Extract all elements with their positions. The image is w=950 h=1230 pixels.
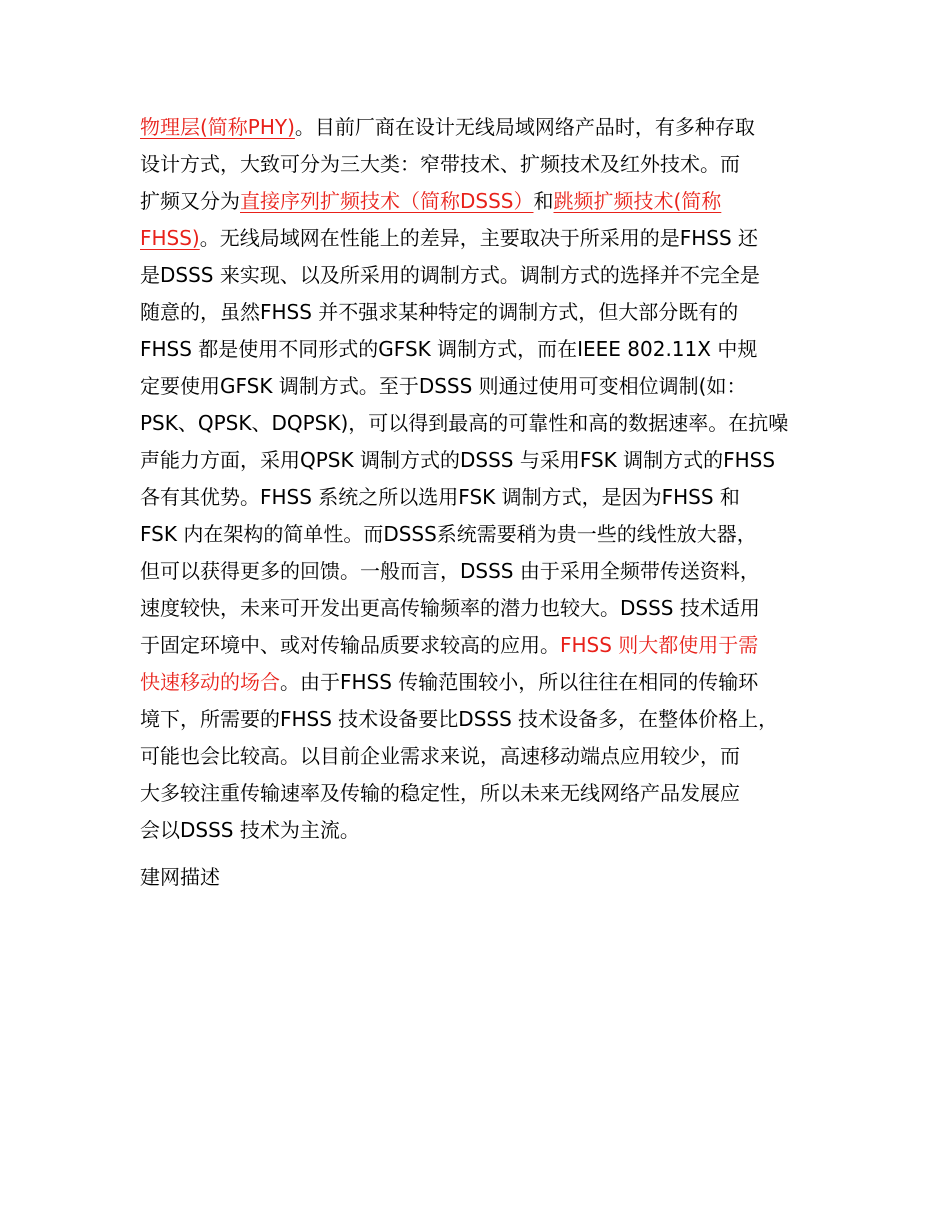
- text-line: [140, 146, 740, 183]
- text-run: FSK 内在架构的简单性。而DSSS系统需要稍为贵一些的线性放大器，: [140, 522, 757, 546]
- text-run: 但可以获得更多的回馈。一般而言，DSSS 由于采用全频带传送资料，: [140, 559, 760, 583]
- highlighted-text: 快速移动的场合: [140, 670, 280, 694]
- text-run: 大多较注重传输速率及传输的稳定性，所以未来无线网络产品发展应: [140, 781, 740, 805]
- text-run: 扩频又分为: [140, 189, 240, 213]
- text-line: [140, 368, 746, 405]
- inline-link[interactable]: 直接序列扩频技术（简称DSSS）: [240, 189, 534, 213]
- text-line: [140, 664, 758, 701]
- text-line: [140, 294, 738, 331]
- text-line: [140, 183, 721, 220]
- inline-link[interactable]: FHSS): [140, 226, 200, 250]
- text-run: 随意的，虽然FHSS 并不强求某种特定的调制方式，但大部分既有的: [140, 300, 739, 324]
- text-line: [140, 553, 760, 590]
- highlighted-text: FHSS 则大都使用于需: [560, 633, 759, 657]
- text-line: [140, 738, 740, 775]
- inline-link[interactable]: 跳频扩频技术(简称: [553, 189, 722, 213]
- text-run: 会以DSSS 技术为主流。: [140, 818, 360, 842]
- text-line: [140, 775, 740, 812]
- text-run: FHSS 都是使用不同形式的GFSK 调制方式，而在IEEE 802.11X 中规: [140, 337, 758, 361]
- text-line: [140, 405, 788, 442]
- text-run: 。目前厂商在设计无线局域网络产品时，有多种存取: [294, 115, 755, 139]
- text-run: 于固定环境中、或对传输品质要求较高的应用。: [140, 633, 560, 657]
- text-line: [140, 442, 775, 479]
- text-run: 是DSSS 来实现、以及所采用的调制方式。调制方式的选择并不完全是: [140, 263, 760, 287]
- text-run: 各有其优势。FHSS 系统之所以选用FSK 调制方式，是因为FHSS 和: [140, 485, 740, 509]
- text-run: 和: [533, 189, 554, 213]
- text-line: [140, 812, 360, 849]
- text-line: [140, 331, 757, 368]
- text-run: PSK、QPSK、DQPSK)，可以得到最高的可靠性和高的数据速率。在抗噪: [140, 411, 789, 435]
- text-line: [140, 516, 757, 553]
- text-line: [140, 701, 778, 738]
- text-line: [140, 479, 740, 516]
- text-line: [140, 220, 758, 257]
- text-line: [140, 627, 758, 664]
- text-line: [140, 257, 760, 294]
- text-run: 设计方式，大致可分为三大类：窄带技术、扩频技术及红外技术。而: [140, 152, 740, 176]
- text-run: 速度较快，未来可开发出更高传输频率的潜力也较大。DSSS 技术适用: [140, 596, 760, 620]
- section-heading: 建网描述: [140, 865, 220, 889]
- text-line: [140, 590, 760, 627]
- text-run: 定要使用GFSK 调制方式。至于DSSS 则通过使用可变相位调制(如：: [140, 374, 747, 398]
- inline-link[interactable]: 物理层(简称PHY): [140, 115, 295, 139]
- text-line: [140, 109, 755, 146]
- text-run: 。由于FHSS 传输范围较小，所以往往在相同的传输环: [280, 670, 759, 694]
- text-run: 可能也会比较高。以目前企业需求来说，高速移动端点应用较少，而: [140, 744, 740, 768]
- text-run: 。无线局域网在性能上的差异，主要取决于所采用的是FHSS 还: [199, 226, 759, 250]
- text-run: 境下，所需要的FHSS 技术设备要比DSSS 技术设备多，在整体价格上，: [140, 707, 779, 731]
- text-run: 声能力方面，采用QPSK 调制方式的DSSS 与采用FSK 调制方式的FHSS: [140, 448, 776, 472]
